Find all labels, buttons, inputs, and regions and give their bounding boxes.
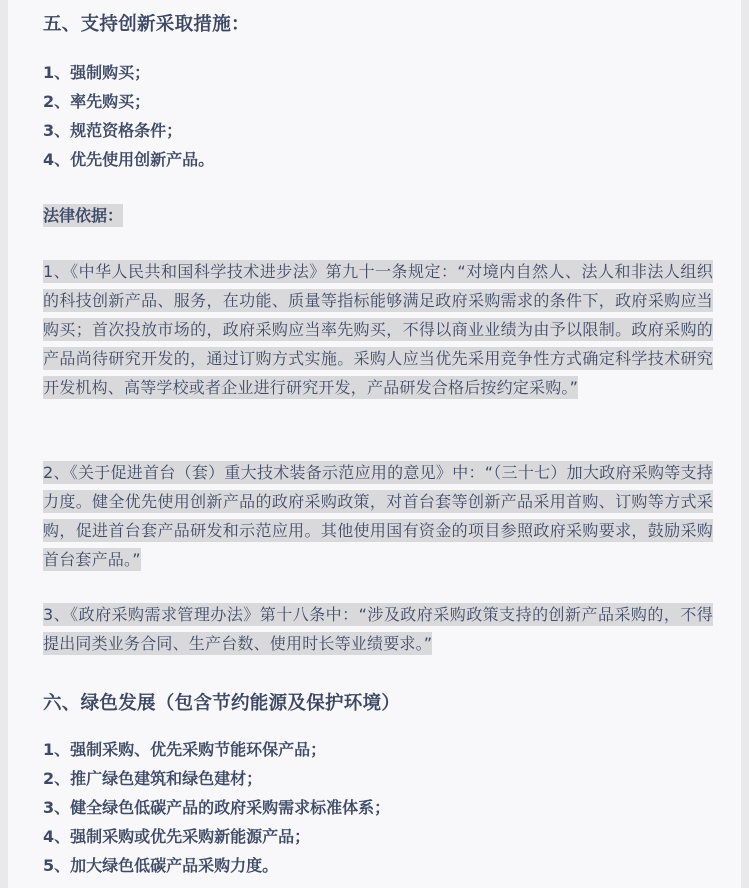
list-item: 4、优先使用创新产品。: [43, 150, 215, 169]
section5-list: [43, 58, 713, 174]
list-item: 5、加大绿色低碳产品采购力度。: [43, 856, 279, 875]
legal-basis-label: 法律依据：: [43, 206, 124, 225]
section6-list: [43, 735, 713, 880]
section5-heading: 五、支持创新采取措施：: [43, 14, 250, 35]
list-item: 4、强制采购或优先采购新能源产品；: [43, 827, 311, 846]
legal-paragraph-text: 2、《关于促进首台（套）重大技术装备示范应用的意见》中：“（三十七）加大政府采购等支持力度。健全优先使用创新产品的政府采购政策，对首台套等创新产品采用首购、订购等方式采购，促进首台套产品研发和示范应用。其他使用国有资金的项目参照政府采购要求，鼓励采购首台套产品。”: [43, 463, 713, 569]
legal-paragraph-3: [43, 600, 713, 658]
list-item: 2、率先购买；: [43, 92, 151, 111]
list-item: 1、强制购买；: [43, 63, 151, 82]
legal-paragraph-text: 3、《政府采购需求管理办法》第十八条中：“涉及政府采购政策支持的创新产品采购的，不得提出同类业务合同、生产台数、使用时长等业绩要求。”: [43, 605, 713, 653]
list-item: 2、推广绿色建筑和绿色建材；: [43, 769, 263, 788]
list-item: 3、规范资格条件；: [43, 121, 183, 140]
list-item: 3、健全绿色低碳产品的政府采购需求标准体系；: [43, 798, 391, 817]
legal-basis-label-row: [43, 201, 713, 230]
legal-paragraph-text: 1、《中华人民共和国科学技术进步法》第九十一条规定：“对境内自然人、法人和非法人组织的科技创新产品、服务，在功能、质量等指标能够满足政府采购需求的条件下，政府采购应当购买；首次投放市场的，政府采购应当率先购买，不得以商业业绩为由予以限制。政府采购的产品尚待研究开发的，通过订购方式实施。采购人应当优先采用竞争性方式确定科学技术研究开发机构、高等学校或者企业进行研究开发，产品研发合格后按约定采购。”: [43, 262, 713, 397]
article-page: [8, 0, 741, 888]
legal-paragraph-2: [43, 458, 713, 574]
list-item: 1、强制采购、优先采购节能环保产品；: [43, 740, 327, 759]
legal-paragraph-1: [43, 257, 713, 402]
section6-heading: 六、绿色发展（包含节约能源及保护环境）: [43, 693, 401, 714]
